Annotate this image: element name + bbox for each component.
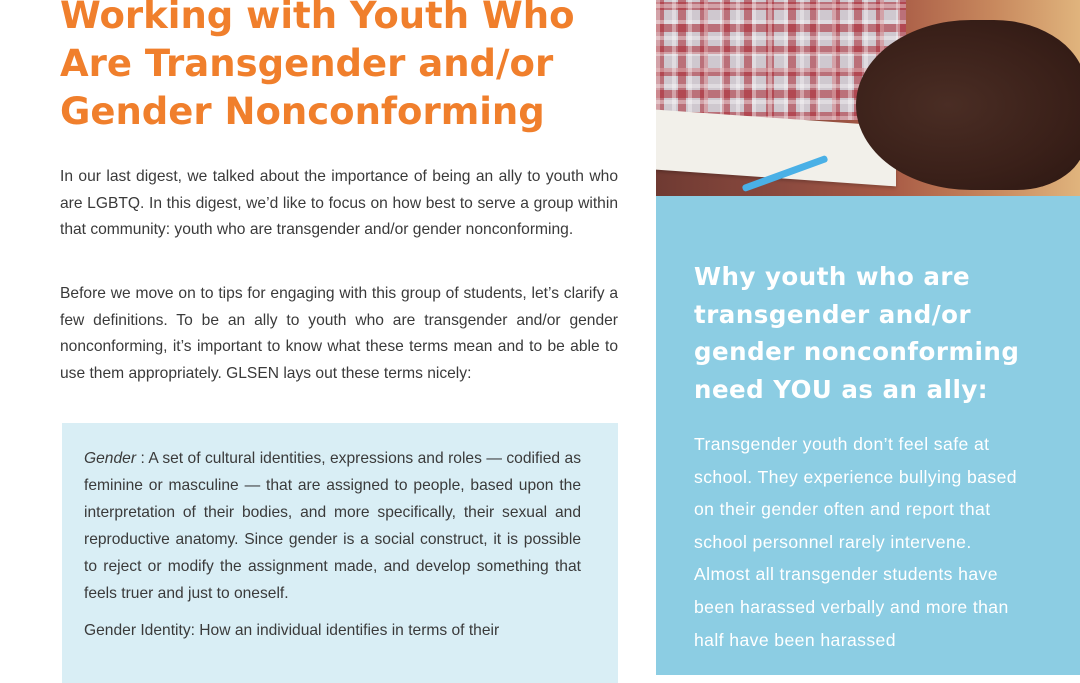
definition-term: Gender	[84, 450, 137, 467]
definition-term: Gender Identity	[84, 622, 191, 639]
definitions-list	[84, 445, 581, 654]
hands-image	[856, 20, 1080, 190]
definitions-box	[62, 423, 618, 683]
definition-gender	[84, 445, 581, 607]
definitions-intro-paragraph	[60, 281, 618, 387]
sidebar-title: Why youth who are transgender and/or gender nonconforming need YOU as an ally:	[694, 262, 1020, 404]
hands-photo	[656, 0, 1080, 196]
definition-gender-identity	[84, 617, 581, 644]
paragraph-1: In our last digest, we talked about the importance of being an ally to youth who are LGBTQ. In this digest, we’d like to focus on how best to serve a group within that community: youth who are transgender and/or gender nonconforming.	[60, 168, 618, 238]
sidebar-callout	[656, 196, 1080, 675]
paragraph-2: Before we move on to tips for engaging with this group of students, let’s clarify a few definitions. To be an ally to youth who are transgender and/or gender nonconforming, it’s important to know what these terms mean and to be able to use them appropriately. GLSEN lays out these terms nicely:	[60, 285, 618, 382]
article-title: Working with Youth Who Are Transgender and/or Gender Nonconforming	[60, 0, 575, 133]
sidebar-body: Transgender youth don’t feel safe at school. They experience bullying based on their gender often and report that school personnel rarely intervene. Almost all transgender students have been harassed verbally and more than half have been harassed	[694, 434, 1017, 650]
definition-text: : A set of cultural identities, expressions and roles — codified as feminine or masculine — that are assigned to people, based upon the interpretation of their bodies, and more specifically, their sexual and reproductive anatomy. Since gender is a social construct, it is possible to reject or modify the assignment made, and develop something that feels truer and just to oneself.	[84, 450, 581, 602]
intro-paragraph	[60, 164, 618, 244]
definition-text: : How an individual identifies in terms of their	[190, 622, 500, 639]
